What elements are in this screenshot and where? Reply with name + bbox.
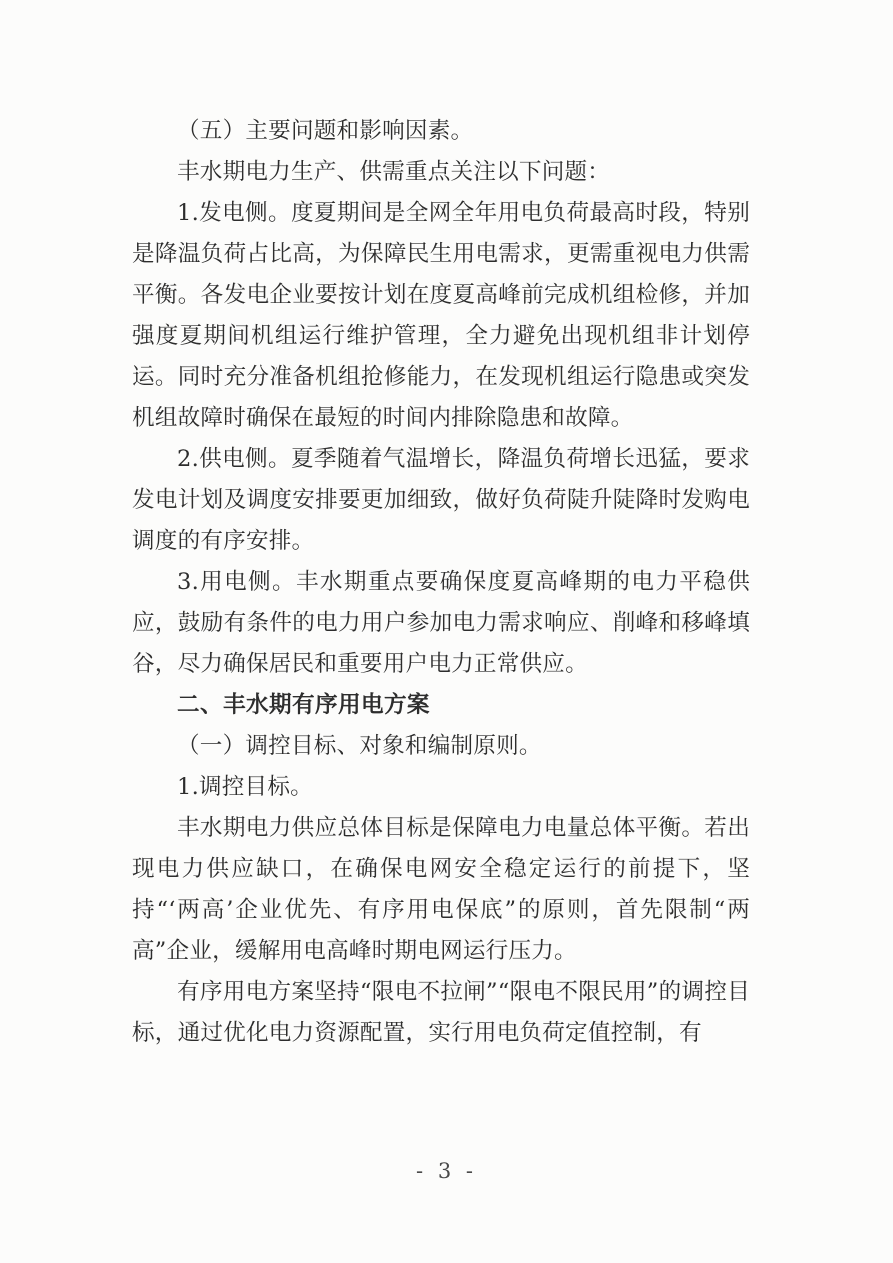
document-body xyxy=(132,111,750,1054)
item-heading-control-target: 1.调控目标。 xyxy=(177,774,313,800)
subsection-heading-targets: （一）调控目标、对象和编制原则。 xyxy=(177,733,542,759)
section-heading-main-issues: （五）主要问题和影响因素。 xyxy=(177,118,474,144)
paragraph-generation-side: 1.发电侧。度夏期间是全网全年用电负荷最高时段，特别是降温负荷占比高，为保障民生用电需求，更需重视电力供需平衡。各发电企业要按计划在度夏高峰前完成机组检修，并加强度夏期间机组运行维护管理，全力避免出现机组非计划停运。同时充分准备机组抢修能力，在发现机组运行隐患或突发机组故障时确保在最短的时间内排除隐患和故障。 xyxy=(132,200,750,431)
paragraph-supply-side: 2.供电侧。夏季随着气温增长，降温负荷增长迅猛，要求发电计划及调度安排要更加细致，做好负荷陡升陡降时发购电调度的有序安排。 xyxy=(132,446,750,554)
page-number: - 3 - xyxy=(416,1159,477,1183)
intro-paragraph: 丰水期电力生产、供需重点关注以下问题： xyxy=(177,159,611,185)
paragraph-orderly-plan: 有序用电方案坚持“限电不拉闸”“限电不限民用”的调控目标，通过优化电力资源配置，实行用电负荷定值控制，有 xyxy=(132,979,750,1046)
paragraph-consumption-side: 3.用电侧。丰水期重点要确保度夏高峰期的电力平稳供应，鼓励有条件的电力用户参加电力需求响应、削峰和移峰填谷，尽力确保居民和重要用户电力正常供应。 xyxy=(132,569,750,677)
paragraph-supply-target: 丰水期电力供应总体目标是保障电力电量总体平衡。若出现电力供应缺口，在确保电网安全稳定运行的前提下，坚持“‘两高’企业优先、有序用电保底”的原则，首先限制“两高”企业，缓解用电高峰时期电网运行压力。 xyxy=(132,815,750,964)
section-title-orderly-power-plan: 二、丰水期有序用电方案 xyxy=(177,692,430,718)
